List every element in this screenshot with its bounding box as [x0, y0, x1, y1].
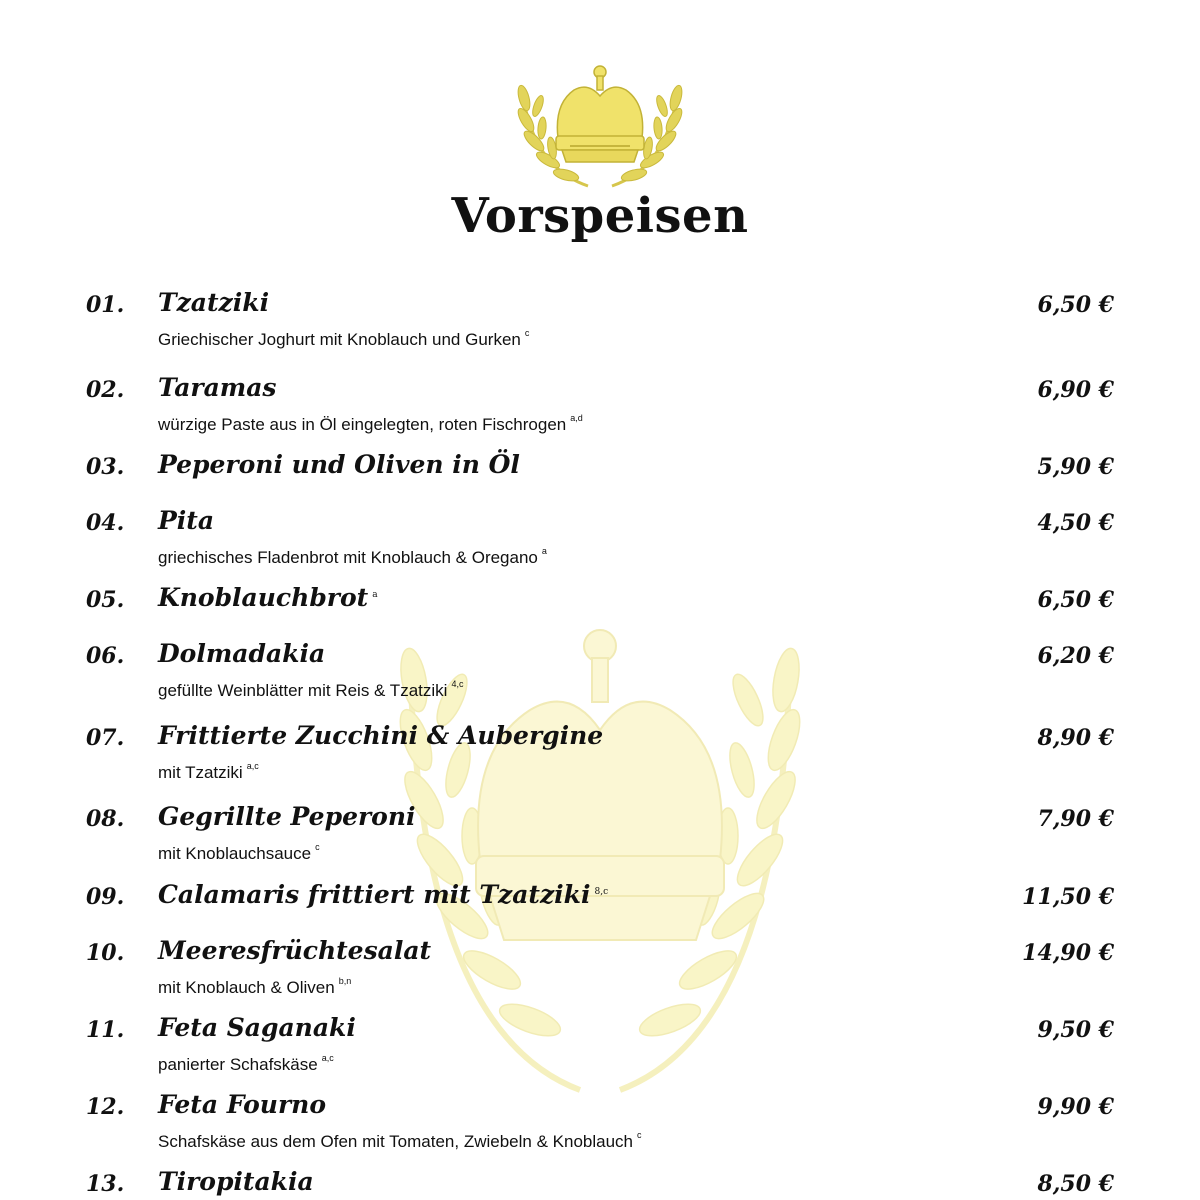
item-number: 09. — [86, 884, 125, 910]
item-price: 7,90 € — [1037, 806, 1114, 832]
page-title: Vorspeisen — [451, 188, 749, 244]
item-number: 05. — [86, 587, 125, 613]
item-number: 11. — [86, 1017, 125, 1043]
item-number: 07. — [86, 725, 125, 751]
item-name: Pita — [158, 506, 215, 535]
item-name: Tiropitakia — [158, 1167, 314, 1196]
item-description: panierter Schafskäse $^{a,c}$ — [158, 1053, 334, 1074]
item-number: 08. — [86, 806, 125, 832]
item-price: 4,50 € — [1037, 510, 1114, 536]
item-name: Tzatziki — [158, 288, 270, 317]
item-price: 8,90 € — [1037, 725, 1114, 751]
item-name: Gegrillte Peperoni — [158, 802, 416, 831]
item-price: 11,50 € — [1022, 884, 1114, 910]
item-description: griechisches Fladenbrot mit Knoblauch & Oregano $^a$ — [158, 546, 547, 567]
item-price: 5,90 € — [1037, 454, 1114, 480]
item-number: 02. — [86, 377, 125, 403]
item-price: 6,90 € — [1037, 377, 1114, 403]
item-name: Feta Saganaki — [158, 1013, 356, 1042]
allergen-note: a,c — [321, 1053, 334, 1063]
item-name: Feta Fourno — [158, 1090, 326, 1119]
allergen-note: b,n — [338, 976, 352, 986]
allergen-note: a,c — [246, 761, 259, 771]
item-price: 9,50 € — [1037, 1017, 1114, 1043]
item-name: Meeresfrüchtesalat — [158, 936, 432, 965]
item-number: 03. — [86, 454, 125, 480]
item-description: mit Tzatziki $^{a,c}$ — [158, 761, 259, 782]
item-description: Griechischer Joghurt mit Knoblauch und Gurken $^c$ — [158, 328, 530, 349]
item-description: mit Knoblauch & Oliven $^{b,n}$ — [158, 976, 352, 997]
item-price: 8,50 € — [1037, 1171, 1114, 1197]
item-number: 04. — [86, 510, 125, 536]
item-description: mit Knoblauchsauce $^c$ — [158, 842, 320, 863]
allergen-note: a — [541, 546, 547, 556]
item-price: 14,90 € — [1022, 940, 1114, 966]
item-number: 10. — [86, 940, 125, 966]
item-name: Taramas — [158, 373, 277, 402]
item-number: 06. — [86, 643, 125, 669]
item-name: Dolmadakia — [158, 639, 326, 668]
item-name: Knoblauchbrot $^a$ — [158, 583, 378, 612]
item-description: gefüllte Weinblätter mit Reis & Tzatziki $^{4,c}$ — [158, 679, 464, 700]
allergen-note: a,d — [570, 413, 583, 423]
item-number: 12. — [86, 1094, 125, 1120]
item-name: Calamaris frittiert mit Tzatziki $^{8,c}$ — [158, 880, 609, 909]
allergen-note: 8,c — [594, 887, 609, 897]
item-price: 6,50 € — [1037, 292, 1114, 318]
item-number: 01. — [86, 292, 125, 318]
allergen-note: c — [524, 328, 530, 338]
item-price: 6,50 € — [1037, 587, 1114, 613]
item-description: würzige Paste aus in Öl eingelegten, roten Fischrogen $^{a,d}$ — [158, 413, 583, 434]
item-number: 13. — [86, 1171, 125, 1197]
item-price: 9,90 € — [1037, 1094, 1114, 1120]
allergen-note: a — [372, 590, 378, 600]
item-description: Schafskäse aus dem Ofen mit Tomaten, Zwiebeln & Knoblauch $^c$ — [158, 1130, 642, 1151]
item-price: 6,20 € — [1037, 643, 1114, 669]
allergen-note: c — [315, 842, 320, 852]
allergen-note: c — [637, 1130, 642, 1140]
item-name: Frittierte Zucchini & Aubergine — [158, 721, 604, 750]
item-name: Peperoni und Oliven in Öl — [158, 450, 520, 479]
allergen-note: 4,c — [451, 679, 464, 689]
